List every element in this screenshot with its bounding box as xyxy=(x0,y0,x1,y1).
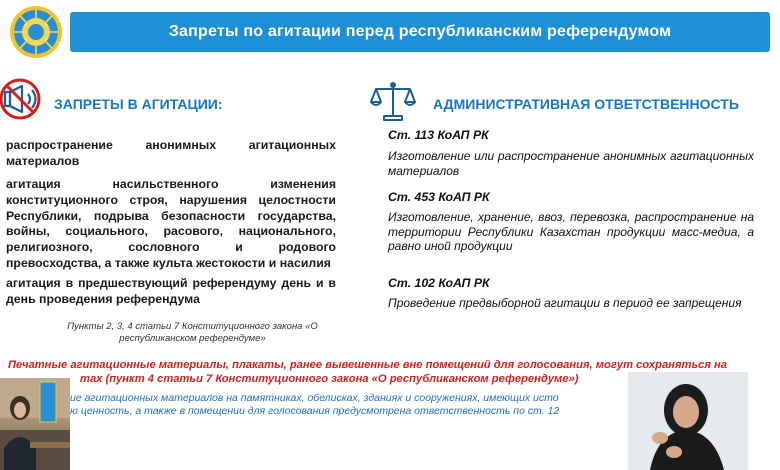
monuments-liability-line-1: ие агитационных материалов на памятниках, обелисках, зданиях и сооружениях, имеющих исто xyxy=(70,392,559,404)
printed-materials-line-1: Печатные агитационные материалы, плакаты, ранее вывешенные вне помещений для голосования, могут сохраняться на xyxy=(8,359,728,371)
legal-reference-note: Пункты 2, 3, 4 статьи 7 Конституционного закона «О республиканском референдуме» xyxy=(67,321,318,344)
ban-item-silence-day: агитация в предшествующий референдуму день и в день проведения референдума xyxy=(6,276,336,306)
bans-heading: ЗАПРЕТЫ В АГИТАЦИИ: xyxy=(54,96,223,112)
printed-materials-line-2: тах (пункт 4 статьи 7 Конституционного закона «О республиканском референдуме») xyxy=(80,373,579,385)
article-453-title: Ст. 453 КоАП РК xyxy=(388,190,490,204)
kazakhstan-emblem-icon xyxy=(8,4,64,60)
ban-item-violent-change: агитация насильственного изменения конституционного строя, нарушения целостности Республики, подрыва безопасности государства, войны, социального, расового, национального, религиозного, сословного и родового превосходства, а также культа жестокости и насилия xyxy=(6,177,336,270)
sign-language-interpreter-feed xyxy=(628,372,748,470)
article-113-title: Ст. 113 КоАП РК xyxy=(388,128,489,142)
monuments-liability-line-2: ю ценность, а также в помещении для голосования предусмотрена ответственность по ст. 12 xyxy=(70,405,560,417)
presenter-camera-feed xyxy=(0,378,70,470)
article-102-title: Ст. 102 КоАП РК xyxy=(388,276,490,290)
no-agitation-megaphone-icon xyxy=(0,72,48,132)
ban-item-anonymous: распространение анонимных агитационных материалов xyxy=(6,138,336,168)
admin-liability-heading: АДМИНИСТРАТИВНАЯ ОТВЕТСТВЕННОСТЬ xyxy=(433,96,739,112)
article-113-text: Изготовление или распространение анонимных агитационных материалов xyxy=(388,149,754,178)
title-bar xyxy=(70,12,770,52)
article-453-text: Изготовление, хранение, ввоз, перевозка, распространение на территории Республики Казахстан продукции масс-медиа, а равно иной продукции xyxy=(388,210,754,253)
article-102-text: Проведение предвыборной агитации в период ее запрещения xyxy=(388,296,742,310)
scales-of-justice-icon xyxy=(370,80,416,122)
page-title: Запреты по агитации перед республиканским референдумом xyxy=(168,23,672,40)
monuments-liability-note xyxy=(70,392,630,418)
